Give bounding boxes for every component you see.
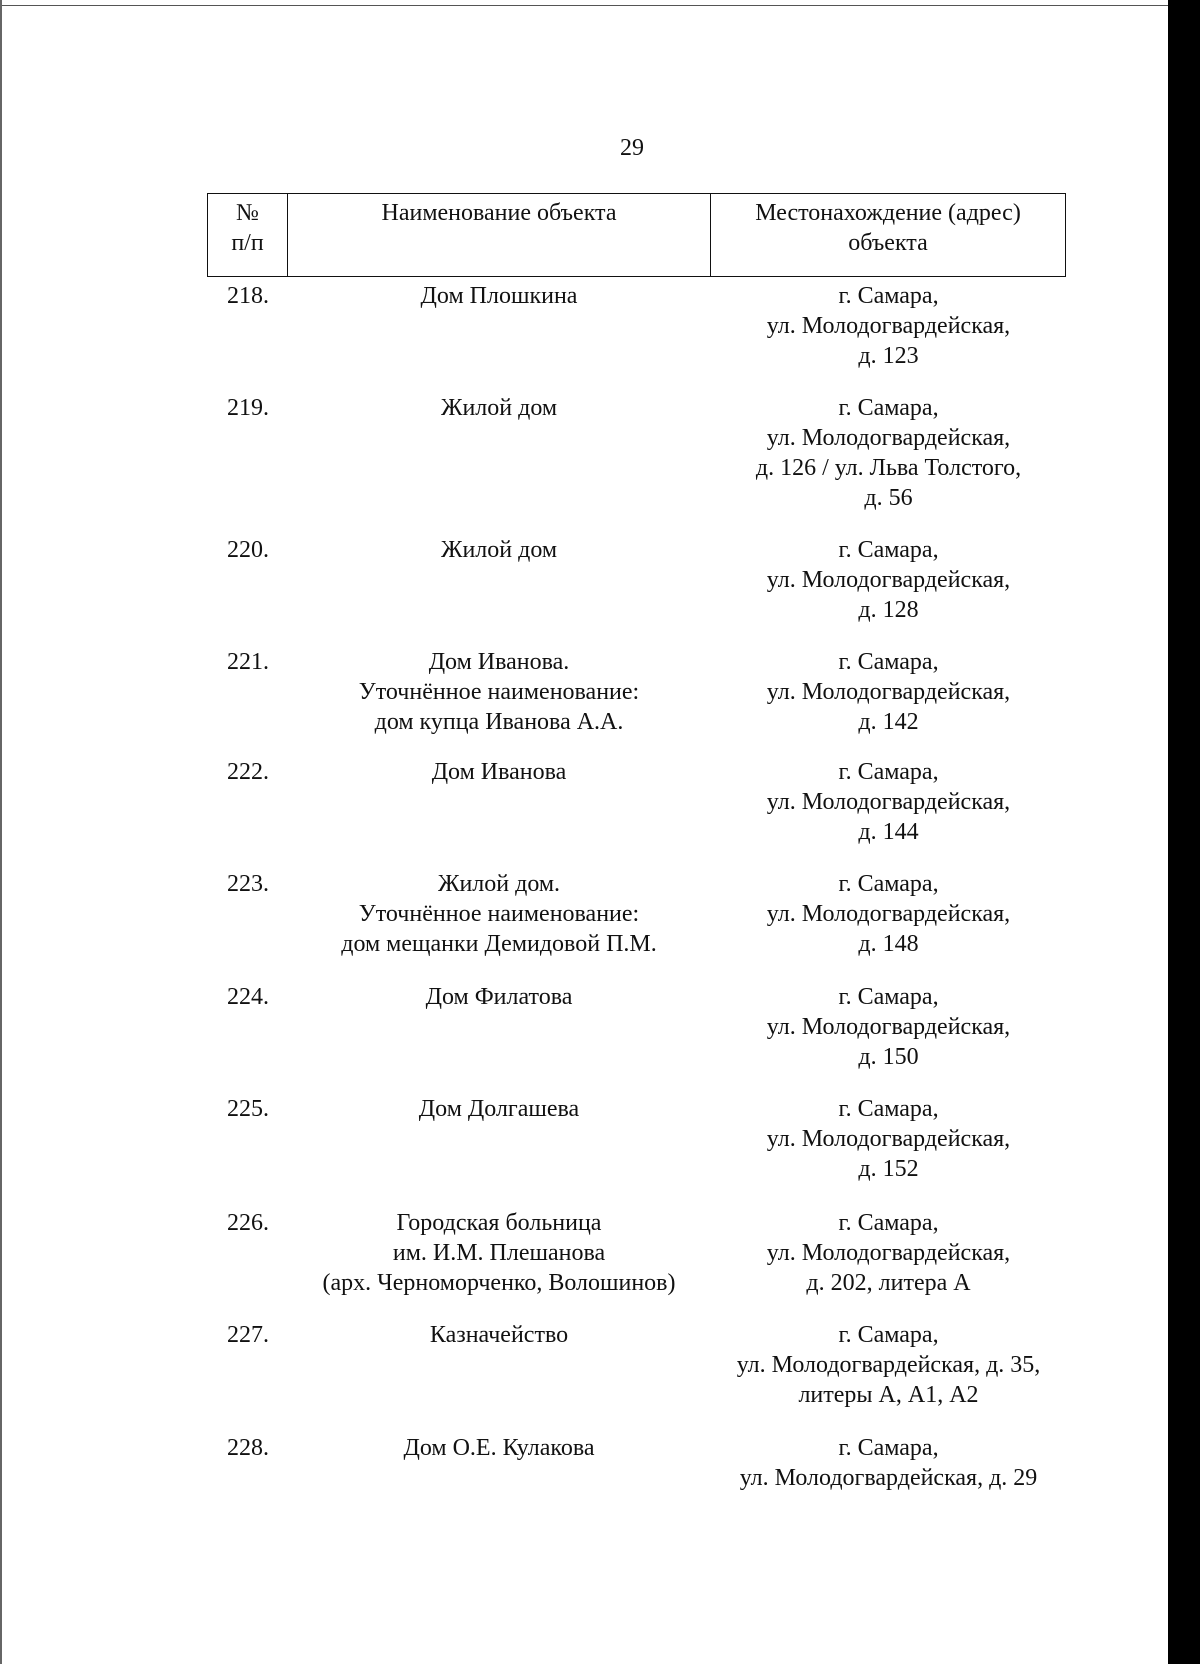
scan-right-border xyxy=(1168,0,1200,1664)
header-address: Местонахождение (адрес) объекта xyxy=(755,200,1021,256)
row-number: 226. xyxy=(227,1210,269,1236)
row-number: 222. xyxy=(227,759,269,785)
row-number: 218. xyxy=(227,283,269,309)
row-number: 223. xyxy=(227,871,269,897)
scan-top-edge xyxy=(0,5,1168,6)
row-name: Дом О.Е. Кулакова xyxy=(403,1435,595,1461)
row-number: 228. xyxy=(227,1435,269,1461)
row-name: Дом Плошкина xyxy=(420,283,578,309)
header-number: № п/п xyxy=(208,194,288,276)
row-address: г. Самара, ул. Молодогвардейская, д. 152 xyxy=(766,1096,1011,1182)
row-name: Жилой дом xyxy=(440,395,558,421)
row-number: 225. xyxy=(227,1096,269,1122)
row-address: г. Самара, ул. Молодогвардейская, д. 148 xyxy=(766,871,1011,957)
row-number: 221. xyxy=(227,649,269,675)
row-name: Дом Иванова xyxy=(431,759,567,785)
row-address: г. Самара, ул. Молодогвардейская, д. 123 xyxy=(766,283,1011,369)
row-name: Дом Филатова xyxy=(425,984,573,1010)
row-name: Казначейство xyxy=(429,1322,569,1348)
row-name: Жилой дом. Уточнённое наименование: дом мещанки Демидовой П.М. xyxy=(341,871,657,957)
row-address: г. Самара, ул. Молодогвардейская, д. 29 xyxy=(739,1435,1038,1491)
row-number: 224. xyxy=(227,984,269,1010)
row-number: 220. xyxy=(227,537,269,563)
row-number: 219. xyxy=(227,395,269,421)
row-name: Городская больница им. И.М. Плешанова (арх. Черноморченко, Волошинов) xyxy=(322,1210,676,1296)
row-address: г. Самара, ул. Молодогвардейская, д. 35, литеры А, А1, А2 xyxy=(736,1322,1041,1408)
row-number: 227. xyxy=(227,1322,269,1348)
row-address: г. Самара, ул. Молодогвардейская, д. 142 xyxy=(766,649,1011,735)
scan-left-edge xyxy=(0,0,2,1664)
row-name: Жилой дом xyxy=(440,537,558,563)
row-address: г. Самара, ул. Молодогвардейская, д. 126 / ул. Льва Толстого, д. 56 xyxy=(755,395,1022,511)
table-header xyxy=(207,193,1066,277)
row-name: Дом Иванова. Уточнённое наименование: дом купца Иванова А.А. xyxy=(358,649,640,735)
row-address: г. Самара, ул. Молодогвардейская, д. 144 xyxy=(766,759,1011,845)
row-address: г. Самара, ул. Молодогвардейская, д. 128 xyxy=(766,537,1011,623)
page-number: 29 xyxy=(620,135,644,161)
header-name: Наименование объекта xyxy=(288,194,711,276)
row-address: г. Самара, ул. Молодогвардейская, д. 150 xyxy=(766,984,1011,1070)
row-address: г. Самара, ул. Молодогвардейская, д. 202, литера А xyxy=(766,1210,1011,1296)
row-name: Дом Долгашева xyxy=(418,1096,580,1122)
